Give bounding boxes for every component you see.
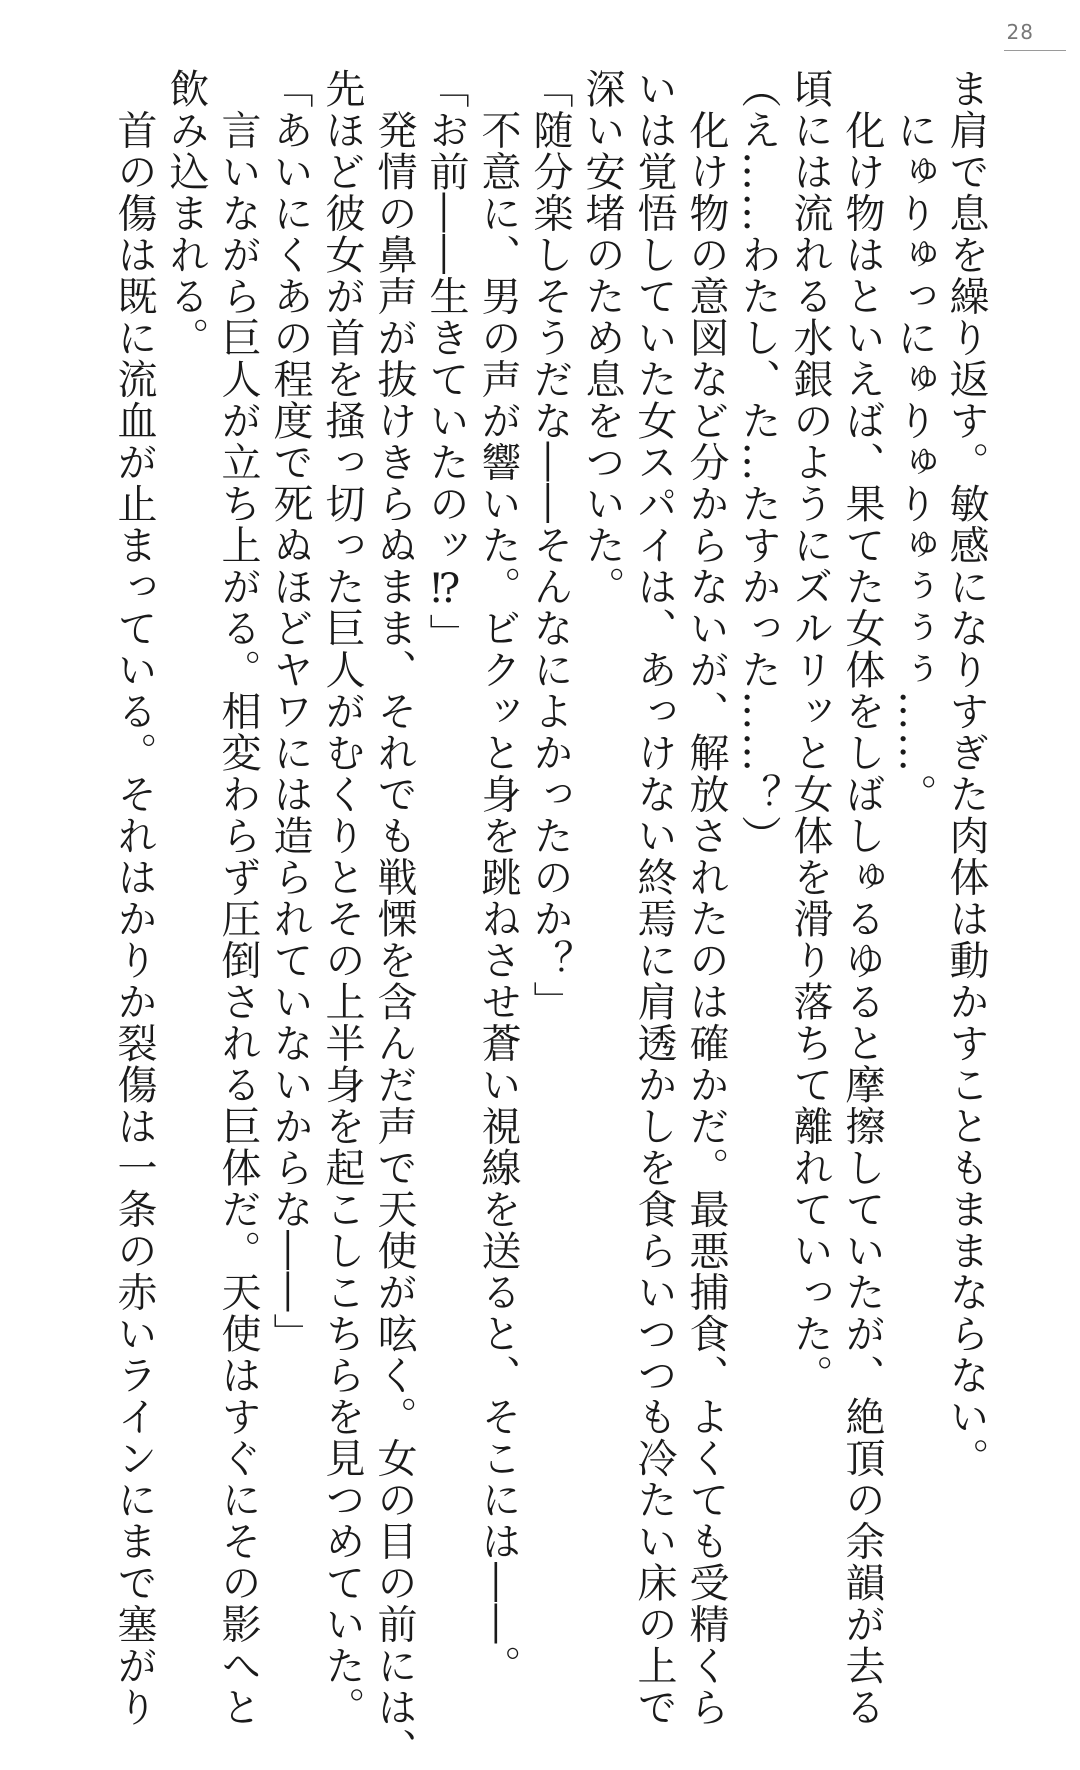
text-line: にゅりゅっにゅりゅりゅぅぅぅ……。 [891, 68, 937, 815]
page-number: 28 [1006, 20, 1034, 44]
text-line: 頃には流れる水銀のようにズルリッと女体を滑り落ちて離れていった。 [787, 68, 833, 1396]
text-line: 不意に、男の声が響いた。ビクッと身を跳ねさせ蒼い視線を送ると、そこには――。 [475, 68, 521, 1687]
text-line: 首の傷は既に流血が止まっている。それはかりか裂傷は一条の赤いラインにまで塞がり [111, 68, 157, 1728]
text-line: （え……わたし、た…たすかった……？） [735, 68, 781, 857]
text-line: 飲み込まれる。 [163, 68, 209, 359]
text-line: 言いながら巨人が立ち上がる。相変わらず圧倒される巨体だ。天使はすぐにその影へと [215, 68, 261, 1728]
page-number-rule [1004, 50, 1066, 51]
text-line: 化け物の意図など分からないが、解放されたのは確かだ。最悪捕食、よくても受精くら [683, 68, 729, 1728]
text-line: 「随分楽しそうだな――そんなによかったのか？」 [527, 68, 573, 1023]
text-line: 発情の鼻声が抜けきらぬまま、それでも戦慄を含んだ声で天使が呟く。女の目の前には、 [371, 68, 417, 1770]
text-line: ま肩で息を繰り返す。敏感になりすぎた肉体は動かすこともままならない。 [943, 68, 989, 1479]
text-line: 先ほど彼女が首を掻っ切った巨人がむくりとその上半身を起こしこちらを見つめていた。 [319, 68, 365, 1728]
text-line: 深い安堵のため息をついた。 [579, 68, 625, 608]
text-line: 「あいにくあの程度で死ぬほどヤワには造られていないからな――」 [267, 68, 313, 1355]
vertical-text-body [111, 68, 992, 1770]
text-line: いは覚悟していた女スパイは、あっけない終焉に肩透かしを食らいつつも冷たい床の上で [631, 68, 677, 1728]
text-line: 「お前――生きていたのッ⁉」 [423, 68, 469, 655]
text-line: 化け物はといえば、果てた女体をしばしゅるゆると摩擦していたが、絶頂の余韻が去る [839, 68, 885, 1728]
